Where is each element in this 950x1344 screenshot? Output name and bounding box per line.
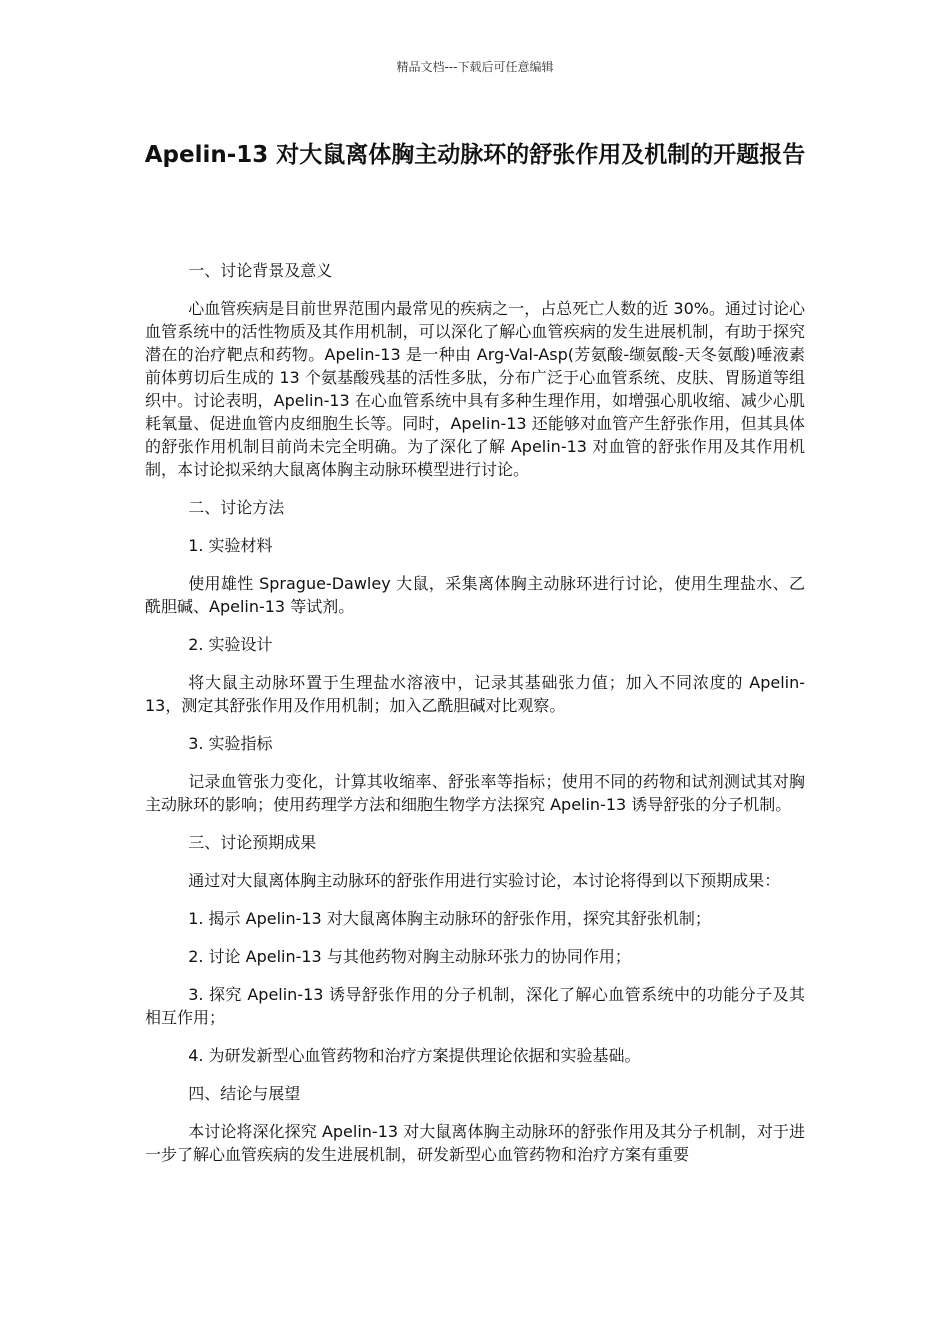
paragraph-design: 将大鼠主动脉环置于生理盐水溶液中，记录其基础张力值；加入不同浓度的 Apelin-13，测定其舒张作用及作用机制；加入乙酰胆碱对比观察。 (145, 673, 805, 715)
paragraph-outcomes-intro: 通过对大鼠离体胸主动脉环的舒张作用进行实验讨论，本讨论将得到以下预期成果： (188, 871, 781, 890)
list-item: 4. 为研发新型心血管药物和治疗方案提供理论依据和实验基础。 (188, 1046, 641, 1065)
list-item: 3. 探究 Apelin-13 诱导舒张作用的分子机制，深化了解心血管系统中的功能分子及其相互作用； (145, 985, 805, 1027)
subheading-design: 2. 实验设计 (188, 635, 273, 654)
paragraph-materials: 使用雄性 Sprague-Dawley 大鼠，采集离体胸主动脉环进行讨论，使用生理盐水、乙酰胆碱、Apelin-13 等试剂。 (145, 574, 805, 616)
section-heading-background: 一、讨论背景及意义 (188, 261, 333, 280)
document-body (145, 259, 805, 1181)
section-heading-outcomes: 三、讨论预期成果 (188, 833, 317, 852)
paragraph-indicators: 记录血管张力变化，计算其收缩率、舒张率等指标；使用不同的药物和试剂测试其对胸主动脉环的影响；使用药理学方法和细胞生物学方法探究 Apelin-13 诱导舒张的分子机制。 (145, 772, 805, 814)
section-heading-conclusion: 四、结论与展望 (188, 1084, 301, 1103)
list-item: 1. 揭示 Apelin-13 对大鼠离体胸主动脉环的舒张作用，探究其舒张机制； (188, 909, 711, 928)
subheading-materials: 1. 实验材料 (188, 536, 273, 555)
paragraph-background: 心血管疾病是目前世界范围内最常见的疾病之一，占总死亡人数的近 30%。通过讨论心血管系统中的活性物质及其作用机制，可以深化了解心血管疾病的发生进展机制，有助于探究潜在的治疗靶点和药物。Apelin-13 是一种由 Arg-Val-Asp(芳氨酸-缬氨酸-天冬氨酸)唾液素前体剪切后生成的 13 个氨基酸残基的活性多肽，分布广泛于心血管系统、皮肤、胃肠道等组织中。讨论表明，Apelin-13 在心血管系统中具有多种生理作用，如增强心肌收缩、减少心肌耗氧量、促进血管内皮细胞生长等。同时，Apelin-13 还能够对血管产生舒张作用，但其具体的舒张作用机制目前尚未完全明确。为了深化了解 Apelin-13 对血管的舒张作用及其作用机制，本讨论拟采纳大鼠离体胸主动脉环模型进行讨论。 (145, 299, 805, 479)
document-title: Apelin-13 对大鼠离体胸主动脉环的舒张作用及机制的开题报告 (144, 142, 806, 168)
subheading-indicators: 3. 实验指标 (188, 734, 273, 753)
header-note: 精品文档---下载后可任意编辑 (396, 60, 554, 74)
section-heading-methods: 二、讨论方法 (188, 498, 285, 517)
list-item: 2. 讨论 Apelin-13 与其他药物对胸主动脉环张力的协同作用； (188, 947, 631, 966)
paragraph-conclusion: 本讨论将深化探究 Apelin-13 对大鼠离体胸主动脉环的舒张作用及其分子机制，对于进一步了解心血管疾病的发生进展机制，研发新型心血管药物和治疗方案有重要 (145, 1122, 805, 1164)
